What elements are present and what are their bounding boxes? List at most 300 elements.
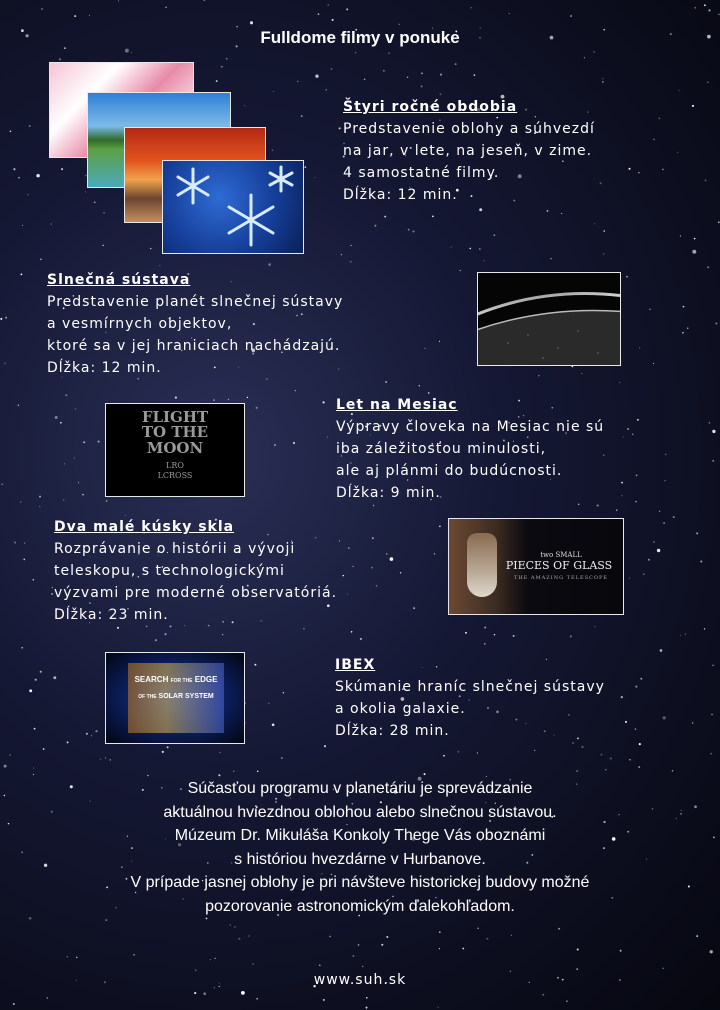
poster-text: EDGE	[194, 675, 218, 684]
star	[75, 408, 76, 409]
star	[50, 223, 52, 225]
film-description-line: 4 samostatné filmy.	[343, 165, 500, 181]
info-line: s históriou hvezdárne v Hurbanove.	[234, 850, 486, 868]
star	[74, 15, 76, 17]
star	[561, 213, 562, 214]
star	[659, 511, 660, 512]
star	[620, 950, 622, 952]
star	[165, 7, 166, 8]
star	[346, 8, 348, 10]
star	[594, 51, 595, 52]
star	[295, 390, 296, 391]
film-description-line: ktoré sa v jej hraniciach nachádzajú.	[47, 338, 341, 354]
star	[621, 482, 623, 484]
star	[653, 139, 654, 140]
star	[511, 935, 512, 936]
star	[386, 553, 388, 555]
star	[219, 752, 220, 753]
star	[63, 499, 64, 500]
star	[273, 91, 274, 92]
star	[424, 773, 426, 775]
star	[657, 549, 660, 552]
star	[1, 483, 3, 485]
star	[632, 434, 633, 435]
star	[374, 225, 376, 227]
star	[351, 631, 353, 633]
star	[352, 955, 354, 957]
star	[439, 525, 441, 527]
star	[303, 628, 305, 630]
star	[51, 593, 52, 594]
star	[718, 14, 719, 15]
film-duration: Dĺžka: 23 min.	[54, 607, 169, 623]
star	[67, 956, 68, 957]
star	[437, 1007, 438, 1008]
star	[268, 703, 269, 704]
star	[470, 248, 472, 250]
star	[664, 480, 665, 481]
star	[542, 994, 544, 996]
star	[332, 19, 334, 21]
star	[362, 966, 363, 967]
star	[440, 74, 442, 76]
star	[323, 401, 325, 403]
star	[692, 250, 696, 254]
film-description-line: výzvami pre moderné observatóriá.	[54, 585, 338, 601]
star	[347, 593, 348, 594]
star	[364, 78, 366, 80]
star	[678, 90, 679, 91]
star	[484, 626, 486, 628]
poster-text: MOON	[146, 439, 204, 457]
star	[35, 679, 37, 681]
star	[479, 248, 481, 250]
star	[712, 430, 715, 433]
star	[477, 928, 478, 929]
star	[272, 723, 275, 726]
star	[366, 1007, 368, 1009]
star	[474, 74, 476, 76]
star	[603, 253, 604, 254]
star	[117, 627, 119, 629]
star	[10, 131, 12, 133]
star	[451, 247, 452, 248]
star	[60, 422, 62, 424]
star	[5, 317, 7, 319]
star	[34, 728, 36, 730]
film-description-line: na jar, v lete, na jeseň, v zime.	[343, 143, 593, 159]
ibex-poster	[105, 652, 245, 744]
star	[718, 221, 720, 223]
star	[696, 532, 698, 534]
film-duration: Dĺžka: 28 min.	[335, 723, 450, 739]
star	[665, 454, 667, 456]
star	[513, 635, 515, 637]
star	[324, 745, 326, 747]
star	[509, 13, 510, 14]
star	[635, 686, 637, 688]
star	[164, 633, 166, 635]
star	[331, 68, 333, 70]
film-description-line: Rozprávanie o histórii a vývoji	[54, 541, 296, 557]
star	[621, 696, 623, 698]
star	[694, 238, 696, 240]
star	[455, 63, 457, 65]
star	[700, 560, 702, 562]
star	[494, 634, 495, 635]
star	[710, 950, 713, 953]
star	[82, 494, 84, 496]
star	[390, 557, 394, 561]
star	[13, 1003, 15, 1005]
star	[33, 774, 34, 775]
star	[360, 638, 362, 640]
star	[210, 959, 211, 960]
star	[351, 245, 352, 246]
film-title: Slnečná sústava	[47, 272, 191, 288]
star	[323, 999, 325, 1001]
star	[14, 541, 16, 543]
star	[20, 501, 22, 503]
star	[439, 341, 440, 342]
star	[53, 676, 56, 679]
two-small-pieces-of-glass-poster	[448, 518, 624, 615]
star	[59, 58, 61, 60]
star	[602, 78, 603, 79]
star	[350, 261, 352, 263]
star	[0, 318, 2, 320]
film-two-pieces-of-glass	[54, 516, 337, 626]
star	[55, 416, 58, 419]
star	[439, 948, 440, 949]
star	[389, 53, 390, 54]
film-title: Štyri ročné obdobia	[343, 99, 518, 115]
star	[376, 585, 377, 586]
film-description-line: Predstavenie planét slnečnej sústavy	[47, 294, 344, 310]
star	[710, 753, 712, 755]
star	[162, 751, 164, 753]
star	[222, 634, 223, 635]
star	[424, 348, 425, 349]
star	[640, 678, 642, 680]
film-description-line: Predstavenie oblohy a súhvezdí	[343, 121, 595, 137]
film-duration: Dĺžka: 12 min.	[47, 360, 162, 376]
star	[558, 928, 560, 930]
poster-text: two SMALL	[540, 551, 582, 559]
star	[383, 70, 385, 72]
star	[602, 81, 603, 82]
star	[339, 540, 340, 541]
star	[704, 628, 705, 629]
star	[707, 266, 709, 268]
star	[662, 169, 664, 171]
film-description-line: teleskopu, s technologickými	[54, 563, 285, 579]
star	[639, 743, 641, 745]
star	[662, 968, 663, 969]
star	[155, 639, 157, 641]
star	[432, 216, 434, 218]
star	[358, 944, 360, 946]
star	[399, 24, 400, 25]
star	[20, 273, 22, 275]
star	[594, 626, 595, 627]
film-description-line: Výpravy človeka na Mesiac nie sú	[336, 419, 605, 435]
star	[638, 766, 640, 768]
star	[91, 735, 92, 736]
star	[13, 168, 15, 170]
star	[638, 172, 639, 173]
star	[150, 248, 151, 249]
star	[462, 948, 464, 950]
star	[254, 664, 256, 666]
star	[4, 765, 7, 768]
star	[465, 632, 467, 634]
star	[341, 254, 342, 255]
star	[643, 574, 644, 575]
star	[85, 191, 86, 192]
star	[649, 309, 650, 310]
star	[194, 992, 196, 994]
star	[600, 182, 602, 184]
star	[413, 231, 415, 233]
film-description-line: ale aj plánmi do budúcnosti.	[336, 463, 563, 479]
star	[22, 225, 23, 226]
star	[704, 4, 706, 6]
star	[366, 997, 368, 999]
poster-text: PIECES OF GLASS	[505, 559, 613, 572]
star	[238, 938, 240, 940]
star	[43, 748, 45, 750]
star	[109, 759, 110, 760]
page-title: Fulldome filmy v ponuke	[260, 28, 460, 47]
star	[715, 322, 717, 324]
star	[673, 516, 675, 518]
star	[680, 635, 681, 636]
star	[653, 541, 654, 542]
star	[118, 0, 119, 1]
star	[629, 578, 630, 579]
star	[584, 57, 585, 58]
star	[318, 13, 320, 15]
star	[705, 179, 707, 181]
star	[21, 647, 23, 649]
star	[594, 223, 595, 224]
star	[419, 385, 420, 386]
star	[439, 931, 441, 933]
star	[550, 258, 552, 260]
star	[106, 500, 107, 501]
star	[653, 363, 654, 364]
star	[484, 643, 486, 645]
star	[125, 49, 129, 53]
star	[385, 381, 387, 383]
star	[348, 547, 350, 549]
star	[74, 457, 75, 458]
star	[577, 948, 579, 950]
info-line: pozorovanie astronomickým ďalekohľadom.	[205, 897, 515, 915]
star	[534, 750, 535, 751]
star	[89, 15, 90, 16]
star	[629, 759, 630, 760]
star	[677, 152, 678, 153]
star	[576, 968, 578, 970]
star	[373, 505, 375, 507]
star	[247, 397, 248, 398]
film-description-line: a okolia galaxie.	[335, 701, 466, 717]
star	[538, 375, 539, 376]
film-description-line: Skúmanie hraníc slnečnej sústavy	[335, 679, 605, 695]
star	[635, 501, 637, 503]
star	[234, 926, 236, 928]
star	[635, 728, 636, 729]
star	[4, 363, 6, 365]
star	[65, 394, 67, 396]
poster-text: LRO	[166, 461, 184, 470]
star	[407, 77, 408, 78]
film-title: Let na Mesiac	[336, 397, 458, 413]
star	[100, 759, 101, 760]
star	[103, 245, 104, 246]
star	[301, 115, 303, 117]
star	[315, 75, 318, 78]
star	[384, 216, 386, 218]
saturn-rings-image	[477, 272, 621, 366]
star	[494, 234, 496, 236]
star	[233, 771, 234, 772]
flight-to-the-moon-poster	[105, 403, 245, 497]
star	[253, 964, 254, 965]
star	[133, 954, 135, 956]
planet-ring-graphic	[478, 273, 620, 365]
star	[696, 935, 698, 937]
star	[570, 15, 572, 17]
film-duration: Dĺžka: 9 min.	[336, 485, 441, 501]
star	[83, 441, 85, 443]
star	[175, 397, 177, 399]
info-line: Múzeum Dr. Mikuláša Konkoly Thege Vás oboznámi	[174, 827, 546, 844]
star	[61, 168, 63, 170]
star	[692, 722, 693, 723]
star	[293, 442, 295, 444]
poster-text: OF THE	[138, 694, 157, 700]
star	[682, 332, 684, 334]
star	[215, 958, 216, 959]
star	[460, 270, 461, 271]
star	[213, 399, 215, 401]
star	[256, 998, 257, 999]
film-duration: Dĺžka: 12 min.	[343, 187, 458, 203]
star	[95, 730, 97, 732]
star	[685, 634, 686, 635]
star	[226, 58, 227, 59]
star	[328, 4, 329, 5]
star	[250, 21, 253, 24]
star	[581, 373, 582, 374]
star	[663, 522, 665, 524]
star	[47, 997, 48, 998]
star	[230, 924, 231, 925]
star	[434, 553, 435, 554]
star	[629, 168, 631, 170]
star	[597, 505, 599, 507]
star	[39, 496, 41, 498]
star	[272, 150, 273, 151]
star	[660, 649, 663, 652]
star	[33, 767, 34, 768]
star	[216, 80, 218, 82]
star	[326, 89, 327, 90]
star	[18, 405, 19, 406]
star	[581, 746, 583, 748]
star	[603, 230, 605, 232]
star	[241, 991, 245, 995]
star	[257, 771, 259, 773]
star	[680, 235, 681, 236]
star	[621, 495, 622, 496]
star	[352, 566, 353, 567]
website-link[interactable]: www.suh.sk	[313, 972, 407, 988]
astronomer-portrait	[467, 533, 497, 597]
star	[694, 7, 696, 9]
star	[709, 422, 710, 423]
film-description-line: a vesmírnych objektov,	[47, 316, 233, 332]
star	[605, 769, 606, 770]
star	[343, 575, 344, 576]
star	[672, 770, 674, 772]
star	[40, 258, 42, 260]
star	[76, 957, 78, 959]
star	[319, 965, 321, 967]
star	[28, 194, 29, 195]
star	[637, 419, 639, 421]
star	[105, 919, 107, 921]
star	[421, 73, 423, 75]
poster-text: SEARCH	[134, 675, 169, 684]
star	[203, 0, 205, 1]
star	[339, 127, 341, 129]
star	[708, 9, 710, 11]
poster-text: FOR THE	[170, 678, 193, 684]
star	[408, 229, 410, 231]
star	[711, 714, 712, 715]
star	[712, 460, 714, 462]
star	[477, 752, 478, 753]
star	[244, 105, 245, 106]
film-flight-to-moon	[336, 394, 604, 504]
star	[421, 85, 423, 87]
star	[576, 770, 578, 772]
poster-text: SOLAR SYSTEM	[158, 693, 214, 700]
info-line: V prípade jasnej oblohy je pri návšteve historickej budovy možné	[130, 874, 590, 891]
info-line: aktuálnou hviezdnou oblohou alebo slnečnou sústavou.	[163, 803, 557, 821]
star	[329, 936, 331, 938]
star	[626, 276, 628, 278]
star	[601, 754, 603, 756]
star	[159, 265, 160, 266]
star	[707, 82, 708, 83]
star	[570, 635, 572, 637]
film-solar-system	[47, 269, 343, 379]
star	[381, 944, 383, 946]
poster-text: THE AMAZING TELESCOPE	[513, 575, 608, 581]
star	[18, 177, 19, 178]
star	[636, 475, 638, 477]
star	[297, 81, 298, 82]
star	[386, 936, 388, 938]
star	[639, 347, 640, 348]
star	[94, 201, 96, 203]
star	[372, 537, 374, 539]
